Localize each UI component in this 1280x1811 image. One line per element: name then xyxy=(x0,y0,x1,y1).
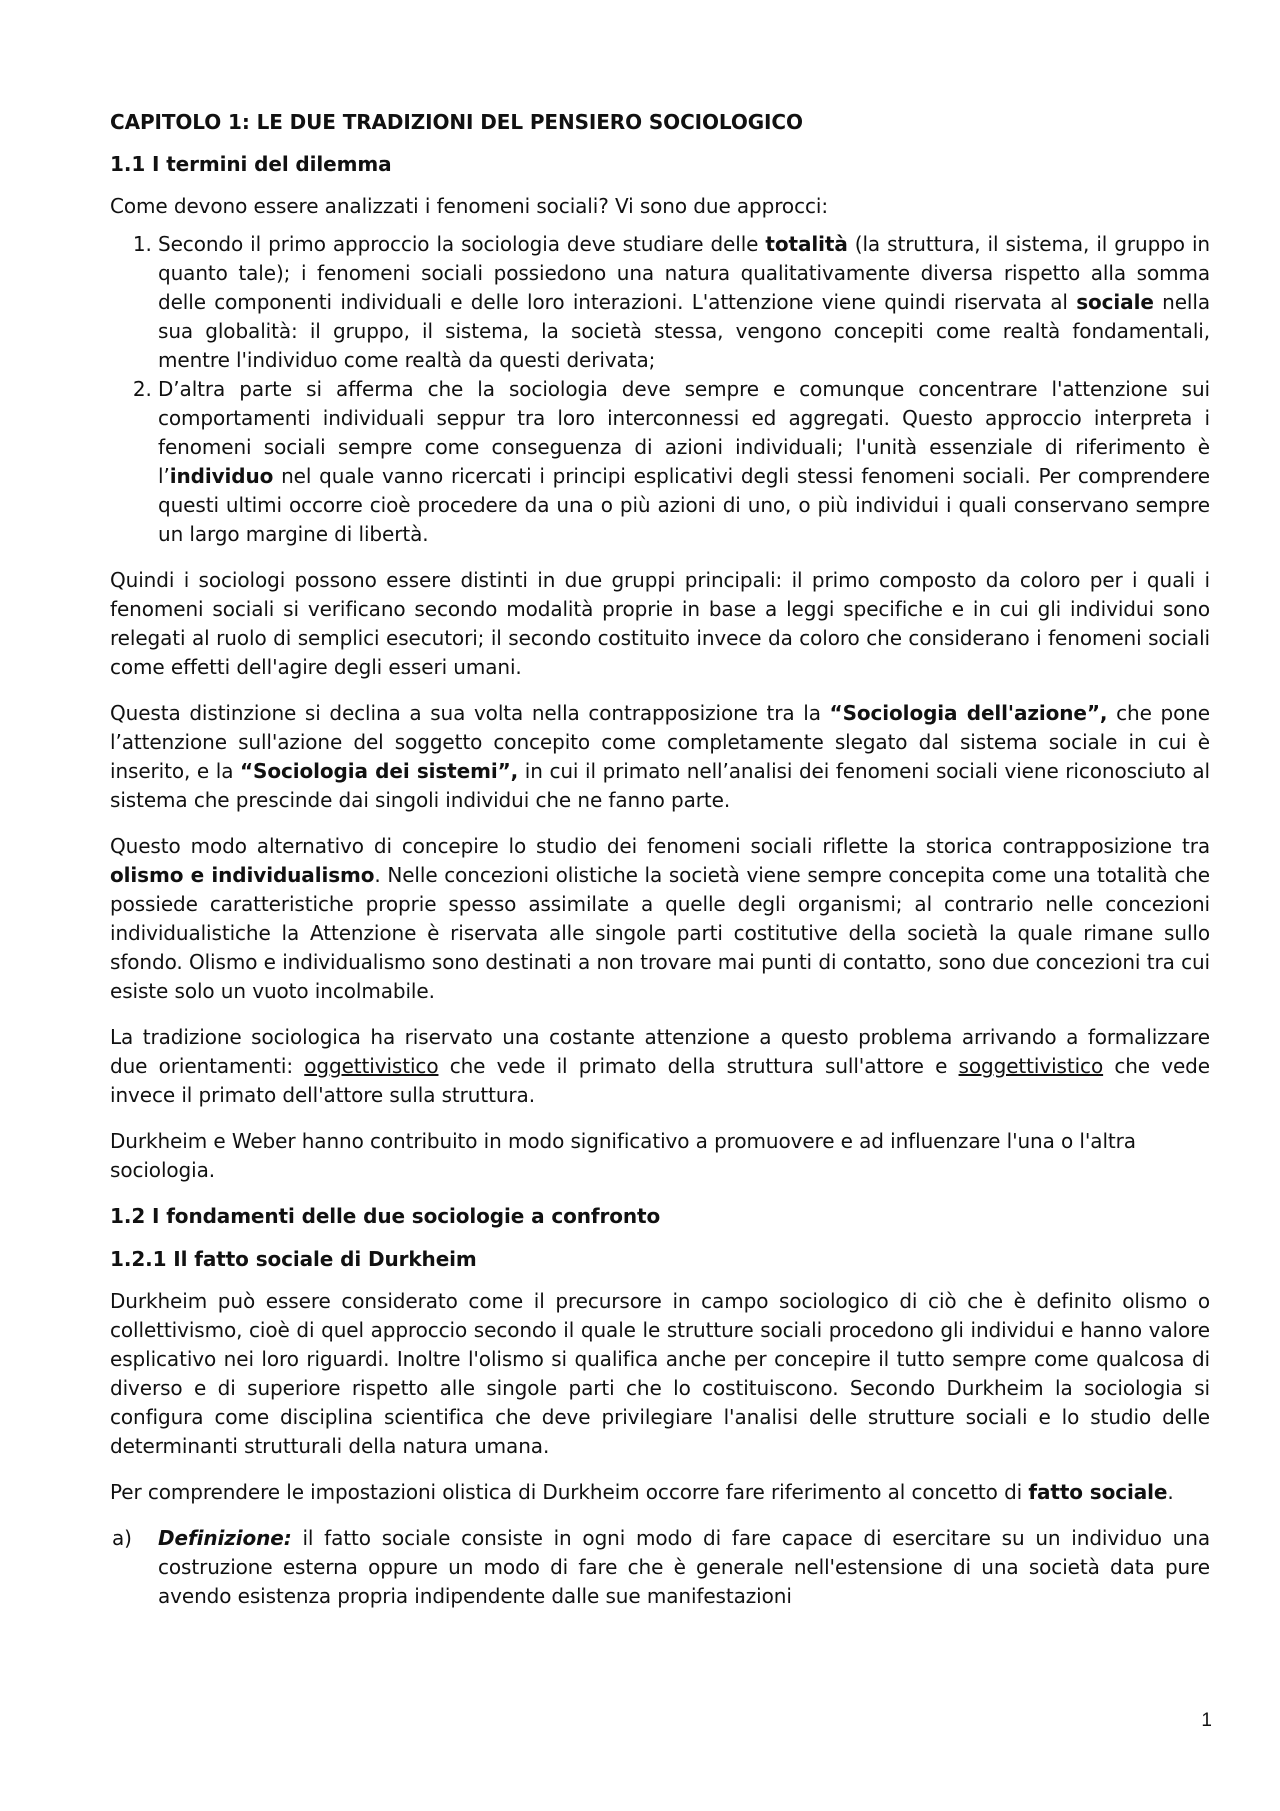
section-title-1-2: 1.2 I fondamenti delle due sociologie a confronto xyxy=(110,1204,661,1228)
chapter-title: CAPITOLO 1: LE DUE TRADIZIONI DEL PENSIERO SOCIOLOGICO xyxy=(110,110,803,134)
text-run: La tradizione sociologica ha riservato una costante attenzione a questo problema arrivando a formalizzare due orientamenti: xyxy=(110,1025,1210,1078)
underlined-term: oggettivistico xyxy=(304,1054,439,1078)
item-text: Secondo il primo approccio la sociologia deve studiare delle xyxy=(158,232,766,256)
paragraph-durkheim: Durkheim può essere considerato come il precursore in campo sociologico di ciò che è definito olismo o collettivismo, cioè di quel approccio secondo il quale le strutture sociali procedono gli individui e hanno valore esplicativo nei loro riguardi. Inoltre l'olismo si qualifica anche per concepire il tutto sempre come qualcosa di diverso e di superiore rispetto alle singole parti che lo costituiscono. Secondo Durkheim la sociologia si configura come disciplina scientifica che deve privilegiare l'analisi delle strutture sociali e lo studio delle determinanti strutturali della natura umana. xyxy=(110,1289,1210,1458)
item-text: D’altra parte si afferma che la sociologia deve sempre e comunque concentrare l'attenzione sui comportamenti individuali seppur tra loro interconnessi ed aggregati. Questo approccio interpreta i fenomeni sociali sempre come conseguenza di azioni individuali; l'unità essenziale di riferimento è l’ xyxy=(158,377,1210,488)
bold-term: olismo e individualismo xyxy=(110,863,375,887)
item-text: (la struttura, il sistema, il gruppo in quanto tale); i fenomeni sociali possiedono una natura qualitativamente diversa rispetto alla somma delle componenti individuali e delle loro interazioni. L'attenzione viene quindi riservata al xyxy=(158,232,1210,314)
text-run: che pone l’attenzione sull'azione del soggetto concepito come completamente slegato dal sistema sociale in cui è inserito, e la xyxy=(110,701,1210,783)
definition-label: Definizione: xyxy=(158,1526,292,1550)
list-item xyxy=(112,1524,1210,1611)
intro-paragraph: Come devono essere analizzati i fenomeni sociali? Vi sono due approcci: xyxy=(110,194,828,218)
section-title-1-1: 1.1 I termini del dilemma xyxy=(110,152,392,176)
paragraph-quindi: Quindi i sociologi possono essere distinti in due gruppi principali: il primo composto da coloro per i quali i fenomeni sociali si verificano secondo modalità proprie in base a leggi specifiche e in cui gli individui sono relegati al ruolo di semplici esecutori; il secondo costituito invece da coloro che considerano i fenomeni sociali come effetti dell'agire degli esseri umani. xyxy=(110,568,1210,679)
bold-term: “Sociologia dell'azione”, xyxy=(829,701,1108,725)
bold-term: “Sociologia dei sistemi”, xyxy=(240,759,519,783)
paragraph-tradizione xyxy=(110,1023,1210,1110)
item-text: il fatto sociale consiste in ogni modo di fare capace di esercitare su un individuo una costruzione esterna oppure un modo di fare che è generale nell'estensione di una società data pure avendo esistenza propria indipendente dalle sue manifestazioni xyxy=(158,1526,1210,1608)
paragraph-comprendere xyxy=(110,1478,1210,1507)
list-item xyxy=(158,230,1210,375)
paragraph-distinzione xyxy=(110,699,1210,815)
list-marker: a) xyxy=(112,1526,132,1550)
text-run: Questa distinzione si declina a sua volta nella contrapposizione tra la xyxy=(110,701,830,725)
text-run: Questo modo alternativo di concepire lo studio dei fenomeni sociali riflette la storica contrapposizione tra xyxy=(110,834,1210,858)
bold-term: fatto sociale xyxy=(1028,1480,1168,1504)
text-run: Per comprendere le impostazioni olistica di Durkheim occorre fare riferimento al concetto di xyxy=(110,1480,1029,1504)
item-bold-text: totalità xyxy=(765,232,848,256)
text-run: che vede il primato della struttura sull'attore e xyxy=(438,1054,959,1078)
document-body xyxy=(110,108,1210,1611)
item-text: nel quale vanno ricercati i principi esplicativi degli stessi fenomeni sociali. Per comprendere questi ultimi occorre cioè procedere da una o più azioni di uno, o più individui i quali conservano sempre un largo margine di libertà. xyxy=(158,464,1210,546)
item-bold-text: individuo xyxy=(169,464,274,488)
text-run: . Nelle concezioni olistiche la società viene sempre concepita come una totalità che possiede caratteristiche proprie spesso assimilate a quelle degli organismi; al contrario nelle concezioni individualistiche la Attenzione è riservata alle singole parti costitutive della società la quale rimane sullo sfondo. Olismo e individualismo sono destinati a non trovare mai punti di contatto, sono due concezioni tra cui esiste solo un vuoto incolmabile. xyxy=(110,863,1210,1003)
underlined-term: soggettivistico xyxy=(958,1054,1104,1078)
page-number: 1 xyxy=(1201,1710,1212,1731)
item-text: nella sua globalità: il gruppo, il sistema, la società stessa, vengono concepiti come realtà fondamentali, mentre l'individuo come realtà da questi derivata; xyxy=(158,290,1211,372)
text-run: in cui il primato nell’analisi dei fenomeni sociali viene riconosciuto al sistema che prescinde dai singoli individui che ne fanno parte. xyxy=(110,759,1210,812)
approaches-list xyxy=(110,230,1210,549)
text-run: . xyxy=(1167,1480,1174,1504)
section-title-1-2-1: 1.2.1 Il fatto sociale di Durkheim xyxy=(110,1247,477,1271)
paragraph-modo xyxy=(110,832,1210,1006)
definition-list xyxy=(110,1524,1210,1611)
list-item xyxy=(158,375,1210,549)
text-run: che vede invece il primato dell'attore sulla struttura. xyxy=(110,1054,1210,1107)
item-bold-text: sociale xyxy=(1076,290,1154,314)
paragraph-durkheim-weber: Durkheim e Weber hanno contribuito in modo significativo a promuovere e ad influenzare l'una o l'altra sociologia. xyxy=(110,1129,1136,1182)
